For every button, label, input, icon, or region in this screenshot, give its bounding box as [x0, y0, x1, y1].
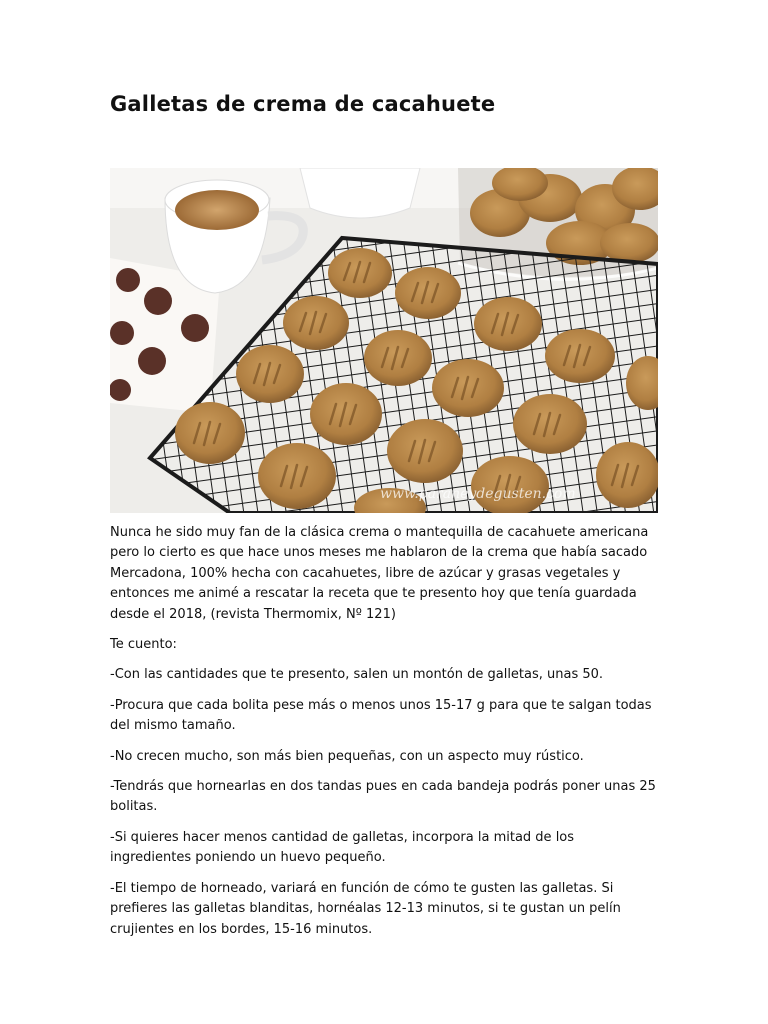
cookies-photo-illustration [110, 168, 658, 513]
tip-quantity: -Con las cantidades que te presento, salen un montón de galletas, unas 50. [110, 667, 604, 683]
intro-paragraph: Nunca he sido muy fan de la clásica crema o mantequilla de cacahuete americana pero lo cierto es que hace unos meses me hablaron de la crema que había sacado Mercadona, 100% hecha con cacahuetes, libre de azúcar y grasas vegetales y entonces me animé a rescatar la receta que te presento hoy que tenía guardada desde el 2018, (revista Thermomix, Nº 121) [110, 525, 649, 622]
document-page [110, 88, 658, 950]
cookies-photo [110, 168, 658, 513]
tip-weight: -Procura que cada bolita pese más o menos unos 15-17 g para que te salgan todas del mismo tamaño. [110, 697, 652, 734]
page-title: Galletas de crema de cacahuete [110, 92, 496, 116]
photo-watermark: www.paraneydegusten.com [380, 486, 576, 502]
tip-baking-batches: -Tendrás que hornearlas en dos tandas pues en cada bandeja podrás poner unas 25 bolitas. [110, 779, 656, 815]
tip-baking-time: -El tiempo de horneado, variará en función de cómo te gusten las galletas. Si prefieres las galletas blanditas, hornéalas 12-13 minutos, si te gustan un pelín crujientes en los bordes, 15-16 minutos. [110, 880, 621, 937]
tips-heading: Te cuento: [110, 637, 177, 653]
tip-half-recipe: -Si quieres hacer menos cantidad de galletas, incorpora la mitad de los ingredientes poniendo un huevo pequeño. [110, 829, 575, 866]
tip-size: -No crecen mucho, son más bien pequeñas, con un aspecto muy rústico. [110, 748, 584, 764]
